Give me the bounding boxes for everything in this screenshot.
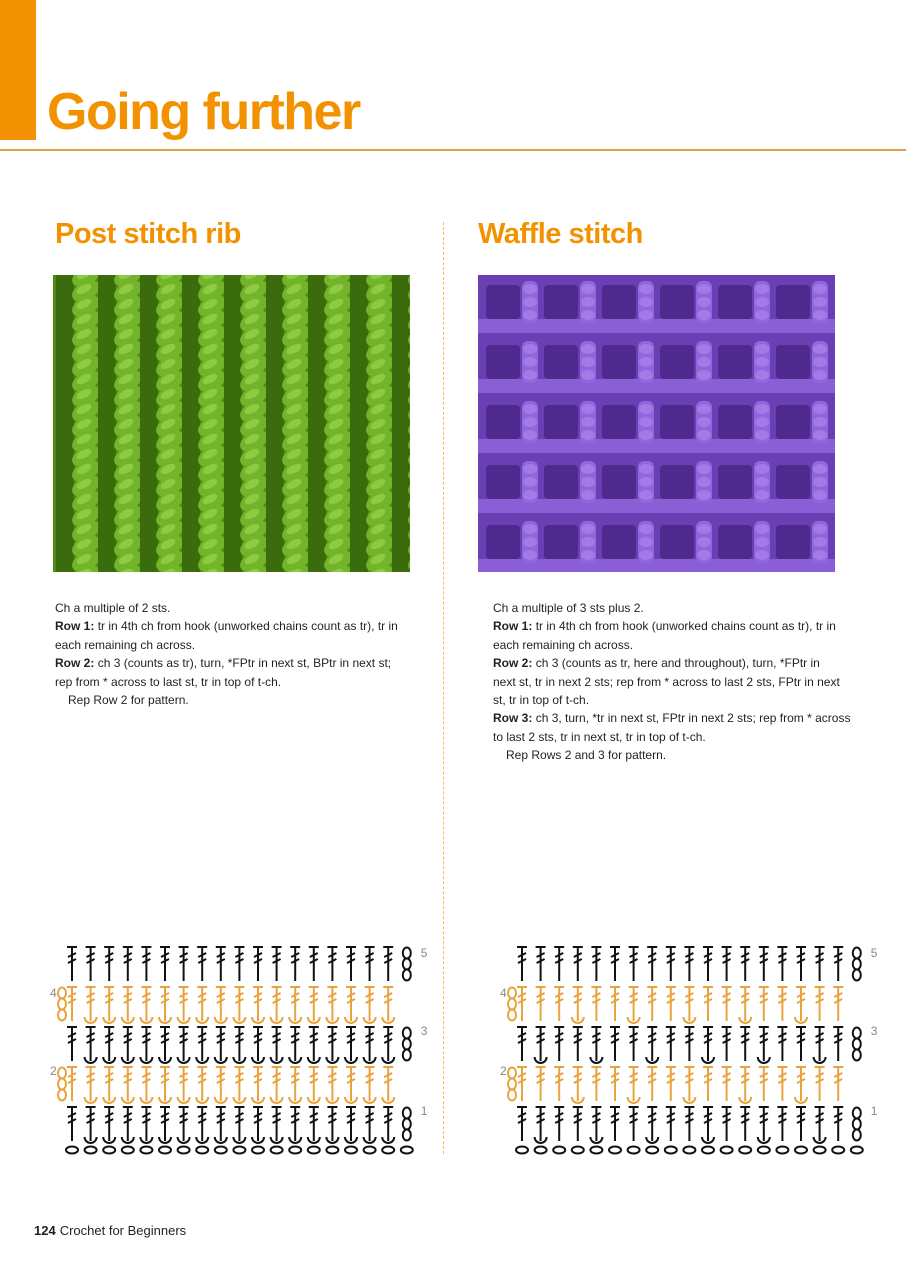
chart-row-number: 5 — [420, 946, 428, 960]
pattern-line — [493, 617, 863, 635]
post-stitch-rib-swatch-photo — [53, 275, 410, 572]
page-footer — [34, 1223, 186, 1238]
pattern-line — [493, 728, 863, 746]
waffle-stitch-swatch-photo — [478, 275, 835, 572]
pattern-line — [493, 673, 863, 691]
waffle-stitch-instructions — [493, 599, 863, 765]
column-divider — [443, 222, 444, 1154]
row-text: ch 3, turn, *tr in next st, FPtr in next 2 sts; rep from * across — [535, 711, 851, 726]
row-label: Row 2: — [55, 656, 95, 671]
row-text: tr in 4th ch from hook (unworked chains count as tr), tr in — [97, 619, 398, 634]
chart-row-number: 1 — [420, 1104, 428, 1118]
row-label: Row 3: — [493, 711, 533, 726]
pattern-line — [493, 691, 863, 709]
title-rule — [0, 149, 906, 151]
chart-row-number: 2 — [500, 1064, 507, 1078]
chart-row-number: 5 — [870, 946, 878, 960]
pattern-line — [55, 617, 425, 635]
post-stitch-rib-chart — [20, 935, 430, 1165]
row-text: next st, tr in next 2 sts; rep from * across to last 2 sts, FPtr in next — [493, 674, 840, 689]
row-label: Row 1: — [493, 619, 533, 634]
pattern-intro: Ch a multiple of 3 sts plus 2. — [493, 601, 644, 615]
chart-row-number: 1 — [870, 1104, 878, 1118]
pattern-line — [493, 636, 863, 654]
pattern-repeat: Rep Row 2 for pattern. — [68, 693, 189, 708]
row-text: ch 3 (counts as tr, here and throughout), turn, *FPtr in — [535, 656, 820, 671]
row-text: each remaining ch across. — [493, 637, 634, 652]
section-title-post-stitch-rib: Post stitch rib — [55, 218, 241, 250]
chart-row-number: 3 — [870, 1024, 878, 1038]
pattern-line — [55, 673, 425, 691]
pattern-line — [55, 636, 425, 654]
row-text: tr in 4th ch from hook (unworked chains count as tr), tr in — [535, 619, 836, 634]
page-title: Going further — [47, 83, 360, 141]
row-label: Row 1: — [55, 619, 95, 634]
waffle-stitch-chart — [470, 935, 880, 1165]
book-title: Crochet for Beginners — [59, 1223, 187, 1238]
chart-row-number: 2 — [50, 1064, 57, 1078]
pattern-repeat: Rep Rows 2 and 3 for pattern. — [506, 748, 667, 763]
chapter-tab — [0, 0, 36, 140]
chart-row-number: 3 — [420, 1024, 428, 1038]
pattern-intro: Ch a multiple of 2 sts. — [55, 601, 171, 615]
row-text: st, tr in top of t-ch. — [493, 693, 590, 708]
chart-row-number: 4 — [500, 986, 507, 1000]
row-text: ch 3 (counts as tr), turn, *FPtr in next st, BPtr in next st; — [97, 656, 392, 671]
pattern-line — [493, 654, 863, 672]
row-text: to last 2 sts, tr in next st, tr in top of t-ch. — [493, 729, 706, 744]
post-stitch-rib-instructions — [55, 599, 425, 709]
section-title-waffle-stitch: Waffle stitch — [478, 218, 643, 250]
row-text: rep from * across to last st, tr in top of t-ch. — [55, 674, 282, 689]
pattern-line — [55, 654, 425, 672]
page-number: 124 — [34, 1223, 56, 1238]
chart-row-number: 4 — [50, 986, 57, 1000]
row-text: each remaining ch across. — [55, 637, 196, 652]
pattern-line — [493, 709, 863, 727]
row-label: Row 2: — [493, 656, 533, 671]
